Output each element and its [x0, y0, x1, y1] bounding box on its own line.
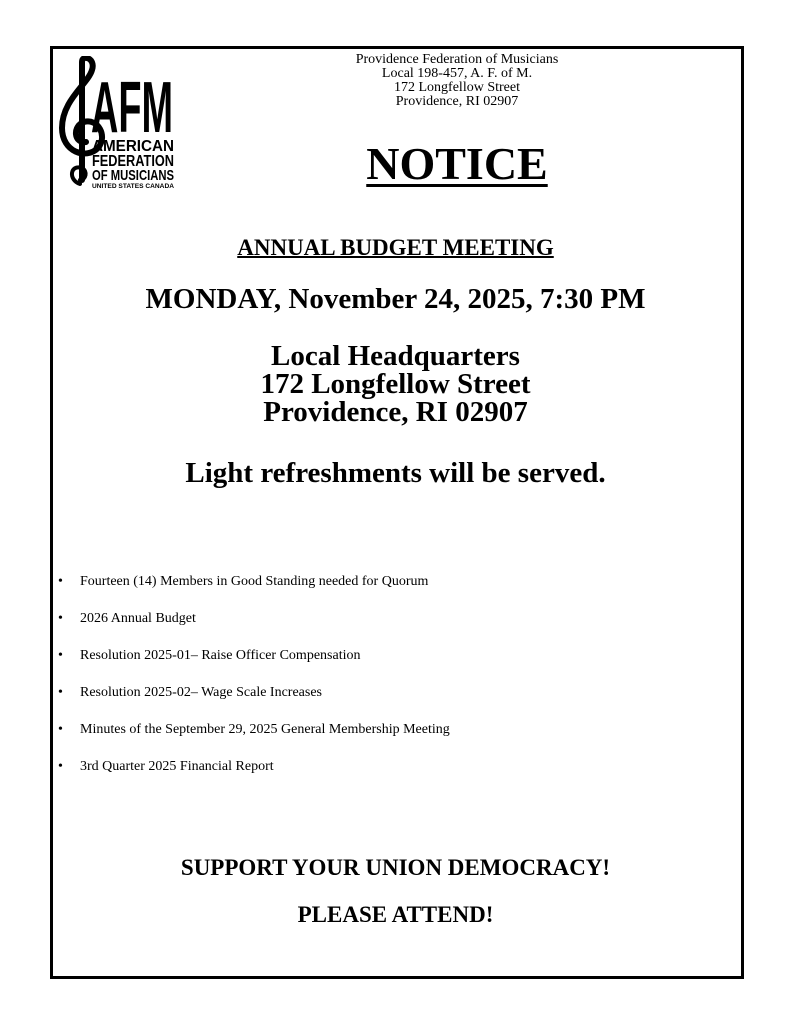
address-line: Providence Federation of Musicians	[355, 52, 559, 67]
location-line: Local Headquarters	[271, 340, 520, 372]
refreshments-note: Light refreshments will be served.	[185, 457, 606, 489]
logo-line-of-musicians: OF MUSICIANS	[92, 167, 174, 184]
bullet: •	[58, 611, 63, 626]
attend-slogan: PLEASE ATTEND!	[297, 902, 494, 927]
bullet: •	[58, 722, 63, 737]
afm-wordmark: AFM	[91, 68, 173, 148]
agenda-item	[53, 572, 450, 609]
bullet: •	[58, 759, 63, 774]
bullet: •	[58, 685, 63, 700]
support-slogan: SUPPORT YOUR UNION DEMOCRACY!	[180, 855, 611, 880]
agenda-item-text: Minutes of the September 29, 2025 General Membership Meeting	[80, 722, 450, 737]
bullet: •	[58, 574, 63, 589]
agenda-item-text: Fourteen (14) Members in Good Standing needed for Quorum	[80, 574, 429, 589]
bullet: •	[58, 648, 63, 663]
agenda-item	[53, 646, 450, 683]
agenda-item-text: 2026 Annual Budget	[80, 611, 196, 626]
agenda-item	[53, 720, 450, 757]
meeting-title: ANNUAL BUDGET MEETING	[237, 235, 554, 260]
agenda-item	[53, 757, 450, 794]
address-block	[290, 53, 624, 109]
afm-letters	[91, 68, 175, 188]
agenda-item-text: 3rd Quarter 2025 Financial Report	[80, 759, 274, 774]
agenda-item	[53, 683, 450, 720]
agenda-list	[53, 572, 450, 794]
meeting-location	[53, 342, 738, 426]
location-line: Providence, RI 02907	[263, 396, 528, 428]
meeting-datetime: MONDAY, November 24, 2025, 7:30 PM	[145, 283, 646, 315]
agenda-item-text: Resolution 2025-02– Wage Scale Increases	[80, 685, 322, 700]
address-line: Local 198-457, A. F. of M.	[381, 66, 533, 81]
agenda-item-text: Resolution 2025-01– Raise Officer Compensation	[80, 648, 361, 663]
afm-logo	[58, 56, 178, 188]
location-line: 172 Longfellow Street	[260, 368, 531, 400]
logo-line-federation: FEDERATION	[92, 153, 174, 170]
logo-line-countries: UNITED STATES CANADA	[92, 184, 175, 188]
notice-heading: NOTICE	[366, 138, 548, 189]
logo-line-american: AMERICAN	[92, 138, 174, 155]
address-line: Providence, RI 02907	[395, 94, 519, 109]
address-line: 172 Longfellow Street	[394, 80, 520, 95]
agenda-item	[53, 609, 450, 646]
